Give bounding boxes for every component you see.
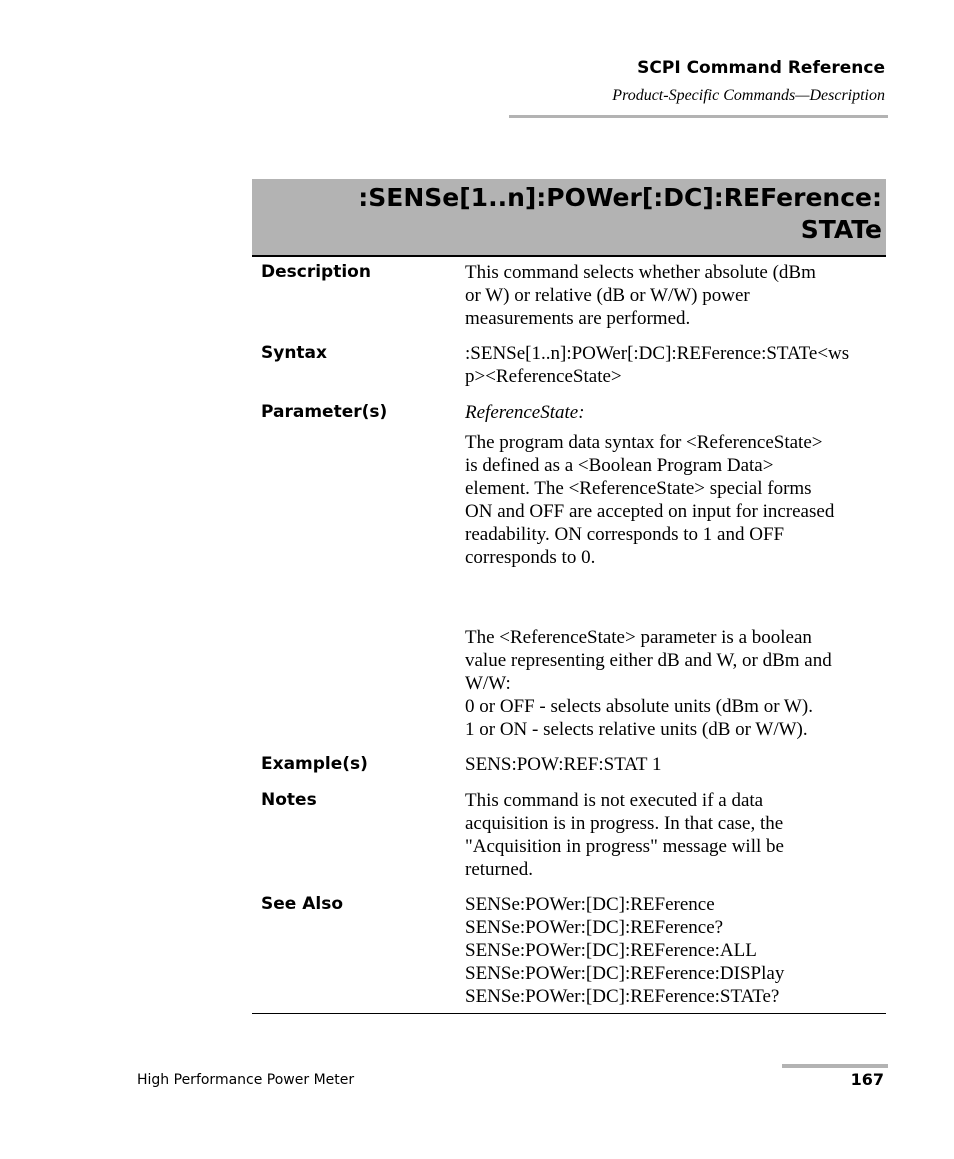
parameter-values: The <ReferenceState> parameter is a boolean value representing either dB and W, or dBm and W/W: 0 or OFF - selects absolute units (dBm or W). 1 or ON - selects relative units (dB or W/W). — [465, 627, 832, 740]
see-also-text: SENSe:POWer:[DC]:REFerence SENSe:POWer:[DC]:REFerence? SENSe:POWer:[DC]:REFerence:ALL SENSe:POWer:[DC]:REFerence:DISPlay SENSe:POWer:[DC]:REFerence:STATe? — [465, 894, 785, 1007]
parameter-description: The program data syntax for <ReferenceState> is defined as a <Boolean Program Data> element. The <ReferenceState> special forms ON and OFF are accepted on input for increased readability. ON corresponds to 1 and OFF corresponds to 0. — [465, 432, 835, 568]
parameter-name: ReferenceState: — [465, 402, 585, 423]
examples-text: SENS:POW:REF:STAT 1 — [465, 754, 662, 775]
page-number: 167 — [850, 1070, 884, 1089]
parameters-label: Parameter(s) — [261, 402, 388, 422]
header-divider — [509, 115, 888, 118]
see-also-label: See Also — [261, 894, 344, 914]
syntax-text: :SENSe[1..n]:POWer[:DC]:REFerence:STATe<ws p><ReferenceState> — [465, 343, 850, 387]
description-text: This command selects whether absolute (dBm or W) or relative (dB or W/W) power measurements are performed. — [465, 262, 816, 329]
examples-label: Example(s) — [261, 754, 368, 774]
notes-text: This command is not executed if a data acquisition is in progress. In that case, the "Acquisition in progress" message will be returned. — [465, 790, 784, 880]
syntax-label: Syntax — [261, 343, 327, 363]
command-title: :SENSe[1..n]:POWer[:DC]:REFerence: STATe — [358, 183, 882, 244]
description-label: Description — [261, 262, 371, 282]
notes-label: Notes — [261, 790, 317, 810]
footer-divider — [782, 1064, 888, 1068]
table-bottom-rule — [252, 1013, 886, 1014]
command-title-banner — [252, 179, 886, 257]
running-header-section: SCPI Command Reference — [637, 58, 885, 78]
running-header-subsection: Product-Specific Commands—Description — [612, 87, 885, 104]
footer-doc-title: High Performance Power Meter — [137, 1072, 355, 1088]
